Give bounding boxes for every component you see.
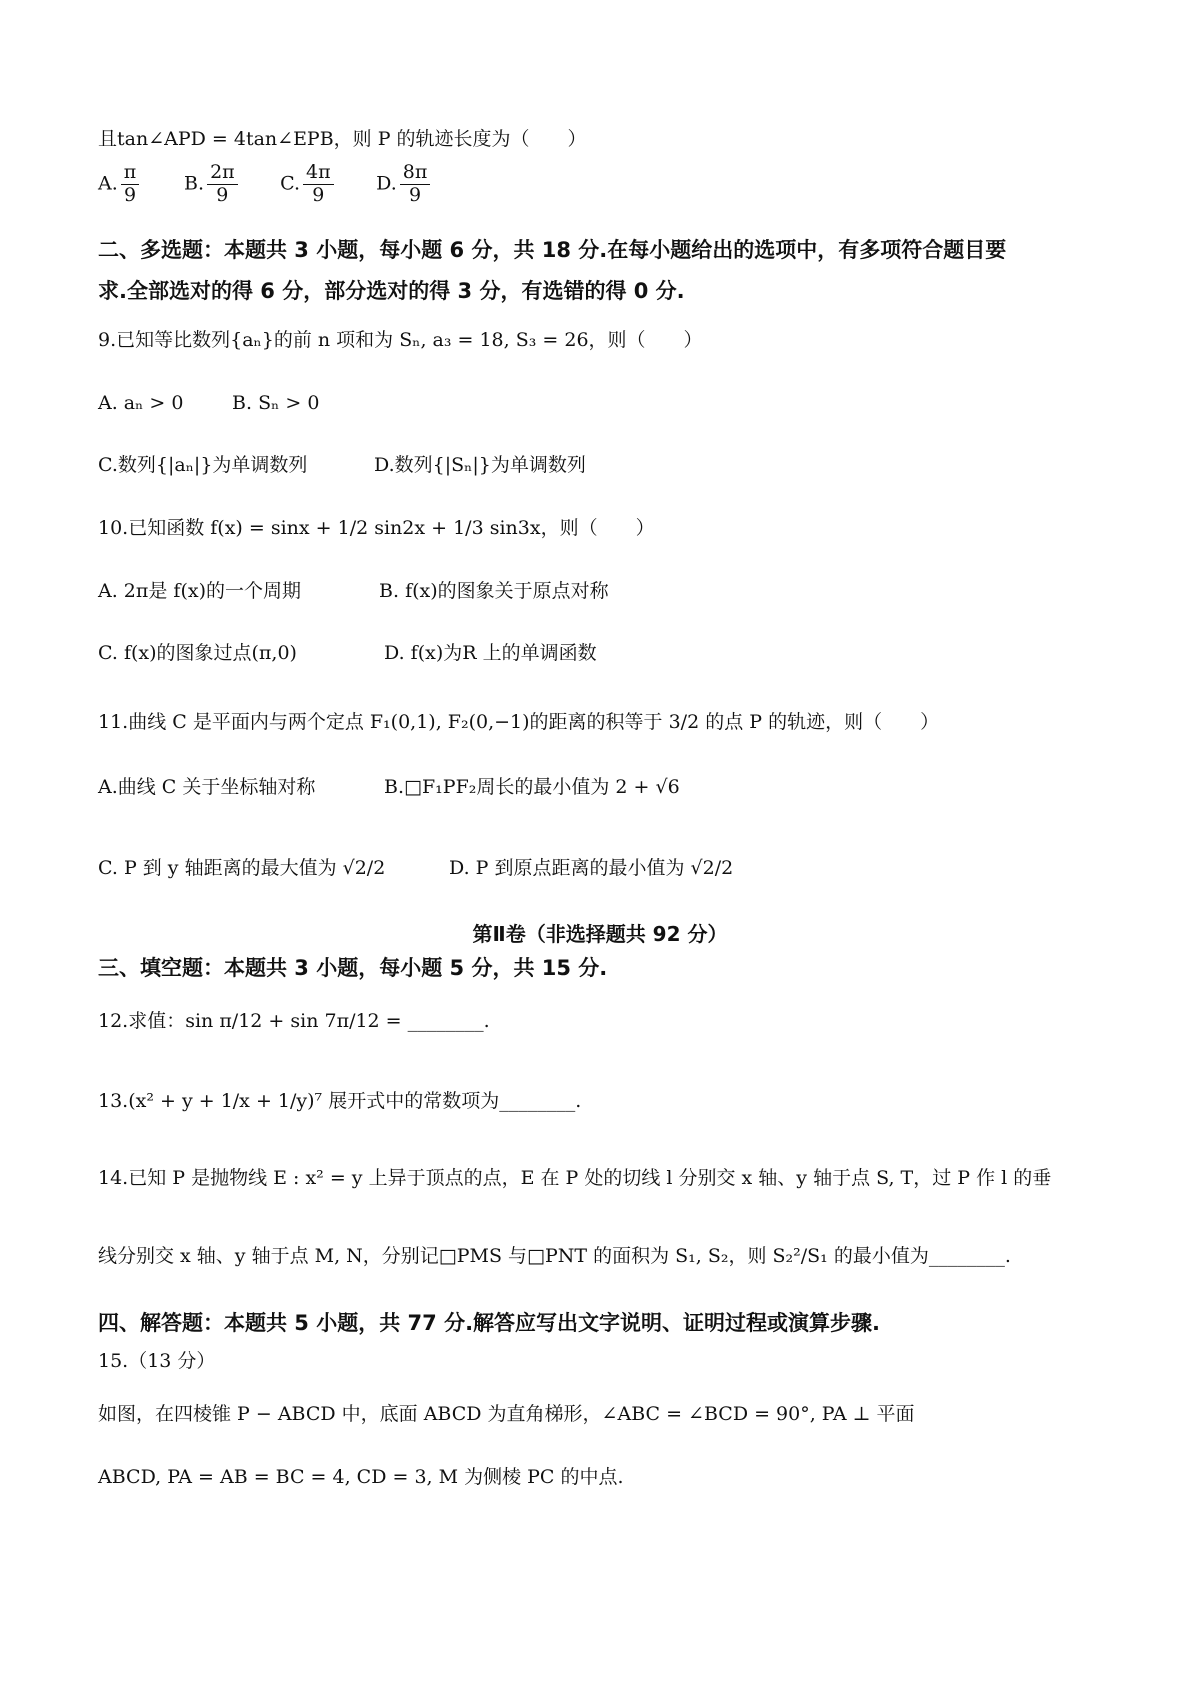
q9-option-a: A. aₙ > 0 xyxy=(98,392,184,414)
q10-options-ab xyxy=(98,580,609,603)
q9-options-cd xyxy=(98,454,586,477)
q15-line1: 如图，在四棱锥 P − ABCD 中，底面 ABCD 为直角梯形，∠ABC = ∠BCD = 90°, PA ⊥ 平面 xyxy=(98,1403,915,1425)
q11-options-cd xyxy=(98,857,733,880)
q10-option-c: C. f(x)的图象过点(π,0) xyxy=(98,642,297,664)
q12: 12.求值：sin π/12 + sin 7π/12 = ________. xyxy=(98,1010,490,1032)
q9-option-c: C.数列{|aₙ|}为单调数列 xyxy=(98,454,308,476)
q10-option-b: B. f(x)的图象关于原点对称 xyxy=(379,580,609,602)
q10-option-d: D. f(x)为R 上的单调函数 xyxy=(384,642,597,664)
q9-option-d: D.数列{|Sₙ|}为单调数列 xyxy=(374,454,586,476)
q10-option-a: A. 2π是 f(x)的一个周期 xyxy=(98,580,301,602)
q8-options: A. $\frac{\pi}{9}$ B. $\frac{2\pi}{9}$ C. $\frac{4\pi}{9}$ D. $\frac{8\pi}{9}$ xyxy=(98,162,433,207)
q15-line2: ABCD, PA = AB = BC = 4, CD = 3, M 为侧棱 PC 的中点. xyxy=(98,1466,624,1488)
q11-stem: 11.曲线 C 是平面内与两个定点 F₁(0,1), F₂(0,−1)的距离的积等于 3/2 的点 P 的轨迹，则（ ） xyxy=(98,711,940,733)
q11-option-a: A.曲线 C 关于坐标轴对称 xyxy=(98,776,316,798)
q10-stem: 10.已知函数 f(x) = sinx + 1/2 sin2x + 1/3 sin3x，则（ ） xyxy=(98,517,655,539)
section-4-heading: 四、解答题：本题共 5 小题，共 77 分.解答应写出文字说明、证明过程或演算步骤. xyxy=(98,1311,881,1335)
q9-options-ab xyxy=(98,392,319,415)
q13: 13.(x² + y + 1/x + 1/y)⁷ 展开式中的常数项为________. xyxy=(98,1090,582,1112)
q9-option-b: B. Sₙ > 0 xyxy=(232,392,320,414)
q14-line1: 14.已知 P 是抛物线 E : x² = y 上异于顶点的点，E 在 P 处的切线 l 分别交 x 轴、y 轴于点 S, T，过 P 作 l 的垂 xyxy=(98,1167,1052,1189)
q9-stem: 9.已知等比数列{aₙ}的前 n 项和为 Sₙ, a₃ = 18, S₃ = 26，则（ ） xyxy=(98,329,703,351)
part-2-title: 第Ⅱ卷（非选择题共 92 分） xyxy=(472,922,728,946)
q8-stem-line: 且tan∠APD = 4tan∠EPB，则 P 的轨迹长度为（ ） xyxy=(98,128,587,150)
q11-option-b: B.□F₁PF₂周长的最小值为 2 + √6 xyxy=(384,776,680,798)
section-2-heading-line1: 二、多选题：本题共 3 小题，每小题 6 分，共 18 分.在每小题给出的选项中，有多项符合题目要 xyxy=(98,238,1007,262)
section-3-heading: 三、填空题：本题共 3 小题，每小题 5 分，共 15 分. xyxy=(98,956,608,980)
q11-option-d: D. P 到原点距离的最小值为 √2/2 xyxy=(449,857,734,879)
section-2-heading-line2: 求.全部选对的得 6 分，部分选对的得 3 分，有选错的得 0 分. xyxy=(98,279,685,303)
q15-label: 15.（13 分） xyxy=(98,1350,216,1372)
q11-option-c: C. P 到 y 轴距离的最大值为 √2/2 xyxy=(98,857,386,879)
q11-options-ab xyxy=(98,776,680,799)
q14-line2: 线分别交 x 轴、y 轴于点 M, N，分别记□PMS 与□PNT 的面积为 S₁, S₂，则 S₂²/S₁ 的最小值为________. xyxy=(98,1245,1011,1267)
q10-options-cd xyxy=(98,642,597,665)
